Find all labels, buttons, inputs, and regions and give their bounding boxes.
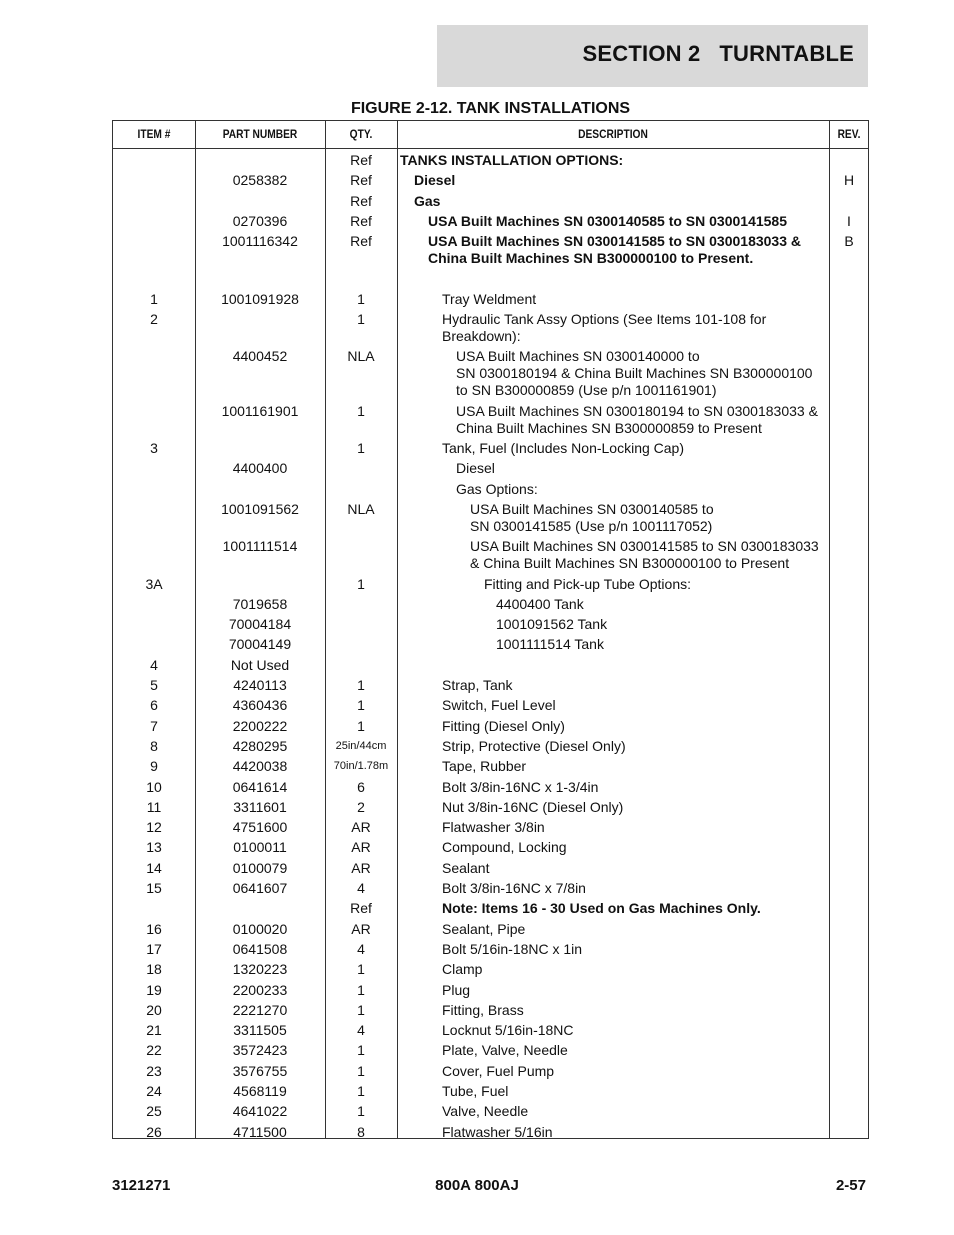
col-header-description: DESCRIPTION [578, 127, 648, 141]
part-number-cell: 7019658 [232, 595, 288, 612]
column-divider [397, 121, 398, 1138]
part-number-cell: 4280295 [232, 737, 288, 754]
item-cell: 5 [150, 677, 158, 693]
qty-cell: Ref [350, 192, 372, 209]
description-cell: Flatwasher 3/8in [442, 819, 545, 836]
col-header-part-number: PART NUMBER [222, 127, 298, 141]
part-number-cell: 4400452 [232, 348, 288, 365]
description-cell: Fitting (Diesel Only) [442, 717, 565, 734]
qty-cell: 1 [357, 981, 365, 998]
description-cell: Gas [414, 192, 441, 209]
part-number-cell: 3311505 [233, 1022, 287, 1039]
description-cell: USA Built Machines SN 0300140585 to SN 0300141585 (Use p/n 1001117052) [470, 500, 714, 534]
qty-cell: AR [351, 839, 371, 856]
part-number-cell: 3311601 [233, 798, 287, 815]
qty-cell: 1 [357, 1042, 365, 1059]
description-cell: USA Built Machines SN 0300180194 to SN 0300183033 & China Built Machines SN B300000859 to Present [456, 402, 818, 436]
part-number-cell: 1001111514 [222, 538, 298, 555]
part-number-cell: 0100079 [232, 859, 288, 876]
part-number-cell: 1001091562 [221, 500, 299, 517]
part-number-cell: 4360436 [232, 697, 288, 714]
qty-cell: 70in/1.78m [333, 760, 389, 773]
description-cell: Diesel [456, 460, 495, 477]
part-number-cell: 4420038 [232, 758, 288, 775]
section-header-box [437, 25, 868, 87]
description-cell: Locknut 5/16in-18NC [442, 1022, 574, 1039]
table-header [113, 121, 868, 149]
col-header-qty: QTY. [349, 127, 373, 141]
description-cell: 1001111514 Tank [496, 636, 604, 653]
qty-cell: Ref [350, 900, 372, 917]
qty-cell: 1 [357, 1083, 365, 1099]
item-cell: 26 [146, 1123, 162, 1140]
qty-cell: 1 [357, 402, 365, 419]
description-cell: Strap, Tank [442, 677, 513, 693]
description-cell: Hydraulic Tank Assy Options (See Items 101-108 for Breakdown): [442, 311, 767, 345]
description-cell: Plate, Valve, Needle [442, 1042, 568, 1059]
description-cell: Tank, Fuel (Includes Non-Locking Cap) [442, 440, 685, 456]
part-number-cell: 0258382 [232, 172, 288, 189]
item-cell: 21 [146, 1022, 162, 1039]
item-cell: 3A [145, 575, 163, 592]
description-cell: Cover, Fuel Pump [442, 1062, 555, 1079]
part-number-cell: 1001161901 [221, 402, 299, 419]
item-cell: 2 [150, 311, 158, 328]
part-number-cell: 1320223 [232, 961, 288, 978]
description-cell: Tape, Rubber [442, 758, 527, 775]
item-cell: 20 [146, 1001, 162, 1018]
part-number-cell: 70004149 [228, 636, 292, 653]
part-number-cell: 4240113 [233, 677, 287, 693]
description-cell: USA Built Machines SN 0300140585 to SN 0300141585 [428, 212, 788, 229]
part-number-cell: 4641022 [232, 1103, 288, 1120]
qty-cell: NLA [347, 348, 375, 365]
description-cell: Strip, Protective (Diesel Only) [442, 737, 626, 754]
part-number-cell: 3572423 [232, 1042, 288, 1059]
part-number-cell: 4568119 [233, 1083, 287, 1099]
item-cell: 16 [146, 920, 162, 937]
qty-cell: 4 [357, 940, 365, 957]
part-number-cell: 0641508 [232, 940, 288, 957]
qty-cell: 1 [357, 290, 365, 307]
description-cell: USA Built Machines SN 0300141585 to SN 0300183033 & China Built Machines SN B300000100 to Present [470, 538, 819, 572]
description-cell: Sealant [442, 859, 490, 876]
qty-cell: 25in/44cm [335, 739, 387, 752]
part-number-cell: 0641614 [232, 778, 288, 795]
item-cell: 23 [146, 1062, 162, 1079]
item-cell: 9 [150, 758, 158, 775]
footer-page-number: 2-57 [835, 1177, 866, 1194]
description-cell: Bolt 3/8in-16NC x 7/8in [442, 880, 586, 896]
rev-cell: I [847, 212, 851, 229]
footer-model: 800A 800AJ [435, 1177, 519, 1194]
qty-cell: Ref [350, 152, 372, 168]
item-cell: 8 [150, 737, 158, 754]
item-cell: 11 [146, 798, 162, 815]
qty-cell: 2 [357, 798, 365, 815]
qty-cell: AR [351, 859, 371, 876]
description-cell: Valve, Needle [442, 1103, 529, 1120]
description-cell: Plug [442, 981, 471, 998]
figure-title: FIGURE 2-12. TANK INSTALLATIONS [350, 100, 631, 117]
rev-cell: H [843, 172, 855, 189]
description-cell: Diesel [414, 172, 456, 189]
part-number-cell: 0100020 [232, 920, 288, 937]
qty-cell: Ref [350, 233, 372, 250]
item-cell: 15 [146, 880, 162, 896]
item-cell: 19 [146, 981, 162, 998]
part-number-cell: 2221270 [232, 1001, 288, 1018]
item-cell: 6 [150, 697, 158, 714]
item-cell: 10 [146, 778, 162, 795]
item-cell: 7 [150, 717, 158, 734]
qty-cell: 1 [357, 677, 365, 693]
qty-cell: NLA [347, 500, 375, 517]
qty-cell: AR [351, 920, 371, 937]
qty-cell: 1 [357, 961, 365, 978]
qty-cell: Ref [350, 212, 372, 229]
item-cell: 13 [146, 839, 162, 856]
footer-doc-number: 3121271 [112, 1177, 171, 1194]
description-cell: Bolt 3/8in-16NC x 1-3/4in [442, 778, 599, 795]
item-cell: 4 [150, 656, 158, 673]
description-cell: Switch, Fuel Level [442, 697, 556, 714]
part-number-cell: 70004184 [228, 616, 292, 633]
parts-table [112, 120, 869, 1139]
part-number-cell: 1001116342 [222, 233, 298, 250]
qty-cell: 1 [357, 1103, 365, 1120]
item-cell: 24 [146, 1083, 162, 1099]
qty-cell: Ref [350, 172, 372, 189]
item-cell: 3 [150, 440, 158, 456]
qty-cell: 4 [357, 880, 365, 896]
description-cell: Gas Options: [456, 480, 538, 497]
qty-cell: 1 [357, 697, 365, 714]
part-number-cell: 0641607 [232, 880, 288, 896]
description-cell: TANKS INSTALLATION OPTIONS: [400, 152, 624, 168]
description-cell: Fitting, Brass [442, 1001, 524, 1018]
description-cell: Compound, Locking [442, 839, 567, 856]
part-number-cell: 4751600 [232, 819, 288, 836]
description-cell: Tray Weldment [442, 290, 537, 307]
section-title: SECTION 2 TURNTABLE [582, 41, 854, 66]
part-number-cell: 2200222 [232, 717, 288, 734]
item-cell: 17 [146, 940, 162, 957]
col-header-item: ITEM # [137, 127, 171, 141]
qty-cell: 6 [357, 778, 365, 795]
part-number-cell: 3576755 [232, 1062, 288, 1079]
qty-cell: 1 [357, 1001, 365, 1018]
item-cell: 1 [150, 290, 158, 307]
rev-cell: B [844, 233, 854, 250]
description-cell: Nut 3/8in-16NC (Diesel Only) [442, 798, 624, 815]
qty-cell: AR [351, 819, 371, 836]
item-cell: 22 [146, 1042, 162, 1059]
description-cell: Bolt 5/16in-18NC x 1in [442, 940, 583, 957]
qty-cell: 1 [357, 311, 365, 328]
part-number-cell: 4400400 [232, 460, 288, 477]
part-number-cell: 0270396 [232, 212, 288, 229]
description-cell: USA Built Machines SN 0300141585 to SN 0300183033 & China Built Machines SN B300000100 to Present. [428, 233, 802, 267]
description-cell: Note: Items 16 - 30 Used on Gas Machines Only. [442, 900, 761, 917]
item-cell: 14 [146, 859, 162, 876]
description-cell: USA Built Machines SN 0300140000 to SN 0300180194 & China Built Machines SN B300000100 to SN B300000859 (Use p/n 1001161901) [456, 348, 813, 399]
qty-cell: 1 [357, 717, 365, 734]
qty-cell: 8 [357, 1123, 365, 1140]
qty-cell: 1 [357, 1062, 365, 1079]
description-cell: Tube, Fuel [442, 1083, 509, 1099]
description-cell: Sealant, Pipe [442, 920, 526, 937]
description-cell: 1001091562 Tank [496, 616, 608, 633]
part-number-cell: 4711500 [233, 1123, 287, 1140]
col-header-rev: REV. [837, 127, 861, 141]
part-number-cell: 0100011 [233, 839, 287, 856]
item-cell: 18 [146, 961, 162, 978]
item-cell: 25 [146, 1103, 162, 1120]
description-cell: Fitting and Pick-up Tube Options: [484, 575, 691, 592]
qty-cell: 4 [357, 1022, 365, 1039]
qty-cell: 1 [357, 440, 365, 456]
part-number-cell: 1001091928 [221, 290, 299, 307]
description-cell: Flatwasher 5/16in [442, 1123, 553, 1140]
description-cell: 4400400 Tank [496, 595, 584, 612]
description-cell: Clamp [442, 961, 483, 978]
part-number-cell: 2200233 [232, 981, 288, 998]
part-number-cell: Not Used [230, 656, 290, 673]
item-cell: 12 [146, 819, 162, 836]
qty-cell: 1 [357, 575, 365, 592]
